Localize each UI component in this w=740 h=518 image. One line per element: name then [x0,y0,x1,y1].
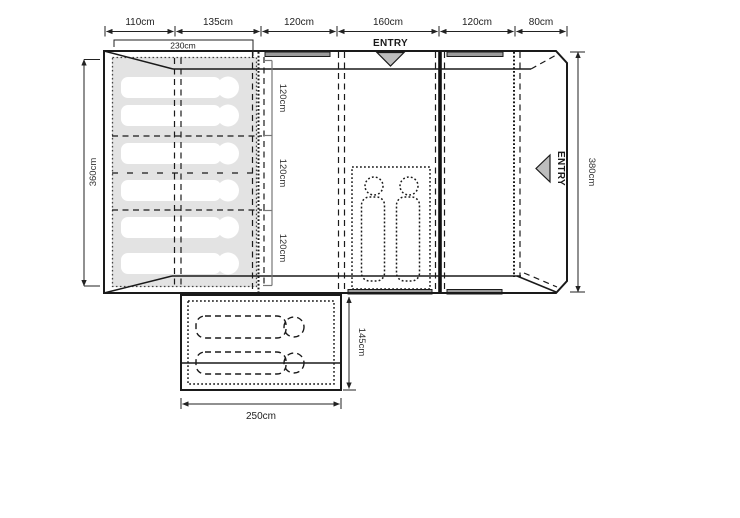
dim-120cm-top: 120cm [283,17,315,28]
mat-person [397,177,420,281]
entry-label-side: ENTRY [555,150,566,187]
dim-120cm-top2: 120cm [461,17,493,28]
tent-body [104,38,567,294]
window-top-right [447,52,503,57]
sleeping-bag [121,77,239,99]
sleeping-bag [121,143,239,165]
mat-person [362,177,385,281]
front-canopy [181,295,341,390]
dim-230cm: 230cm [170,40,196,51]
corner-guy-dashed-top-right [531,54,558,69]
dim-360cm: 360cm [88,157,99,187]
living-area-mat [352,167,430,289]
dim-250-line [181,398,341,409]
sleeping-bag [121,253,239,275]
dim-80cm: 80cm [528,17,554,28]
dim-section-120cm-1: 120cm [277,83,288,113]
sleeping-bag [121,217,239,239]
dim-160cm: 160cm [372,17,404,28]
dim-145-line [343,297,356,390]
dim-110cm: 110cm [125,17,155,28]
mat-outline [352,167,430,289]
dim-380cm: 380cm [586,157,597,187]
dim-135cm: 135cm [202,17,234,28]
dim-145cm: 145cm [356,327,367,357]
entry-label-top: ENTRY [372,38,409,49]
window-top-left [265,52,330,57]
dim-380-line [570,52,585,292]
entry-arrow-top-icon [377,53,404,67]
dim-section-120cm-2: 120cm [277,158,288,188]
sleeping-bag [121,105,239,127]
sleeping-bag [121,180,239,202]
canopy-outline [181,295,341,390]
dim-250cm: 250cm [245,411,277,422]
entry-arrow-side-icon [536,155,550,182]
dim-section-120cm-3: 120cm [277,233,288,263]
